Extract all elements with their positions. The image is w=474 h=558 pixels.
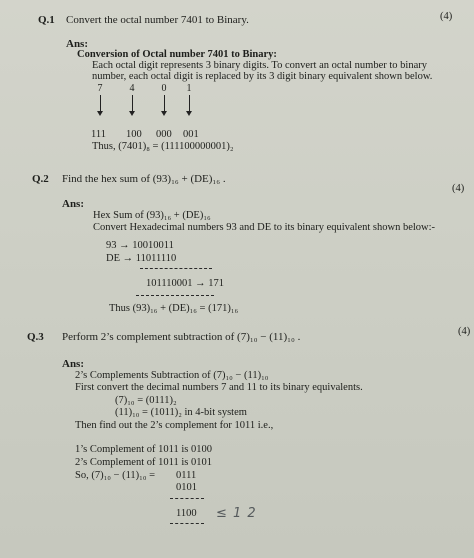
q3-line2: First convert the decimal numbers 7 and 11 to its binary equivalents. xyxy=(75,382,363,393)
q3-line6: 1’s Complement of 1011 is 0100 xyxy=(75,444,212,455)
q2-divider xyxy=(136,295,214,296)
q1-line1: Each octal digit represents 3 binary digits. To convert an octal number to binary xyxy=(92,60,427,71)
handwritten-note: ≤ 1 2 xyxy=(216,506,257,521)
q2-number: Q.2 xyxy=(32,173,49,185)
q1-result: Thus, (7401)₈ = (111100000001)₂ xyxy=(92,141,234,152)
q3-number: Q.3 xyxy=(27,331,44,343)
q2-row1: 93 → 10010011 xyxy=(106,240,174,251)
q3-answer: 1100 xyxy=(176,508,197,519)
q1-question: Convert the octal number 7401 to Binary. xyxy=(66,14,249,26)
q2-question: Find the hex sum of (93)₁₆ + (DE)₁₆ . xyxy=(62,173,226,185)
q3-operand-1: 0111 xyxy=(176,470,197,481)
q2-sum: 101110001 → 171 xyxy=(146,278,224,289)
q3-question: Perform 2’s complement subtraction of (7)₁₀ − (11)₁₀ . xyxy=(62,331,301,343)
q1-line2: number, each octal digit is replaced by its 3 digit binary equivalent shown below. xyxy=(92,71,433,82)
q3-line3: (7)₁₀ = (0111)₂ xyxy=(115,395,177,406)
arrow-down-icon xyxy=(186,111,192,116)
q2-result: Thus (93)₁₆ + (DE)₁₆ = (171)₁₆ xyxy=(109,303,239,314)
q1-digit: 7 xyxy=(97,83,103,94)
q2-line2: Convert Hexadecimal numbers 93 and DE to its binary equivalent shown below:- xyxy=(93,222,436,233)
arrow-down-icon xyxy=(97,111,103,116)
q1-digit-arrow-2 xyxy=(157,83,171,116)
q3-line8: So, (7)₁₀ − (11)₁₀ = xyxy=(75,470,156,481)
q3-line4: (11)₁₀ = (1011)₂ in 4-bit system xyxy=(115,407,247,418)
q1-marks: (4) xyxy=(440,11,453,22)
q1-digit-arrow-0 xyxy=(93,83,107,116)
q3-marks: (4) xyxy=(458,326,471,337)
q2-marks: (4) xyxy=(452,183,465,194)
q1-heading: Conversion of Octal number 7401 to Binary: xyxy=(77,49,277,60)
q1-binary-group: 000 xyxy=(156,129,172,140)
q1-digit-arrow-1 xyxy=(125,83,139,116)
q3-operand-2: 0101 xyxy=(176,482,197,493)
q3-divider xyxy=(170,498,204,499)
q1-ans-label: Ans: xyxy=(66,38,89,50)
q1-digit-arrow-3 xyxy=(182,83,196,116)
arrow-down-icon xyxy=(129,111,135,116)
q2-row2: DE → 11011110 xyxy=(106,253,177,264)
q2-line1: Hex Sum of (93)₁₆ + (DE)₁₆ xyxy=(93,210,211,221)
q1-digit: 1 xyxy=(186,83,192,94)
q1-binary-group: 111 xyxy=(91,129,106,140)
q2-ans-label: Ans: xyxy=(62,198,85,210)
q1-digit: 4 xyxy=(129,83,135,94)
q1-binary-group: 001 xyxy=(183,129,199,140)
q3-divider xyxy=(170,523,204,524)
q1-binary-group: 100 xyxy=(126,129,142,140)
q2-divider xyxy=(140,268,212,269)
q1-digit: 0 xyxy=(161,83,167,94)
q3-line7: 2’s Complement of 1011 is 0101 xyxy=(75,457,212,468)
arrow-down-icon xyxy=(161,111,167,116)
q3-line5: Then find out the 2’s complement for 1011 i.e., xyxy=(75,420,274,431)
q3-ans-label: Ans: xyxy=(62,358,85,370)
q3-line1: 2’s Complements Subtraction of (7)₁₀ − (11)₁₀ xyxy=(75,370,269,381)
q1-number: Q.1 xyxy=(38,14,55,26)
